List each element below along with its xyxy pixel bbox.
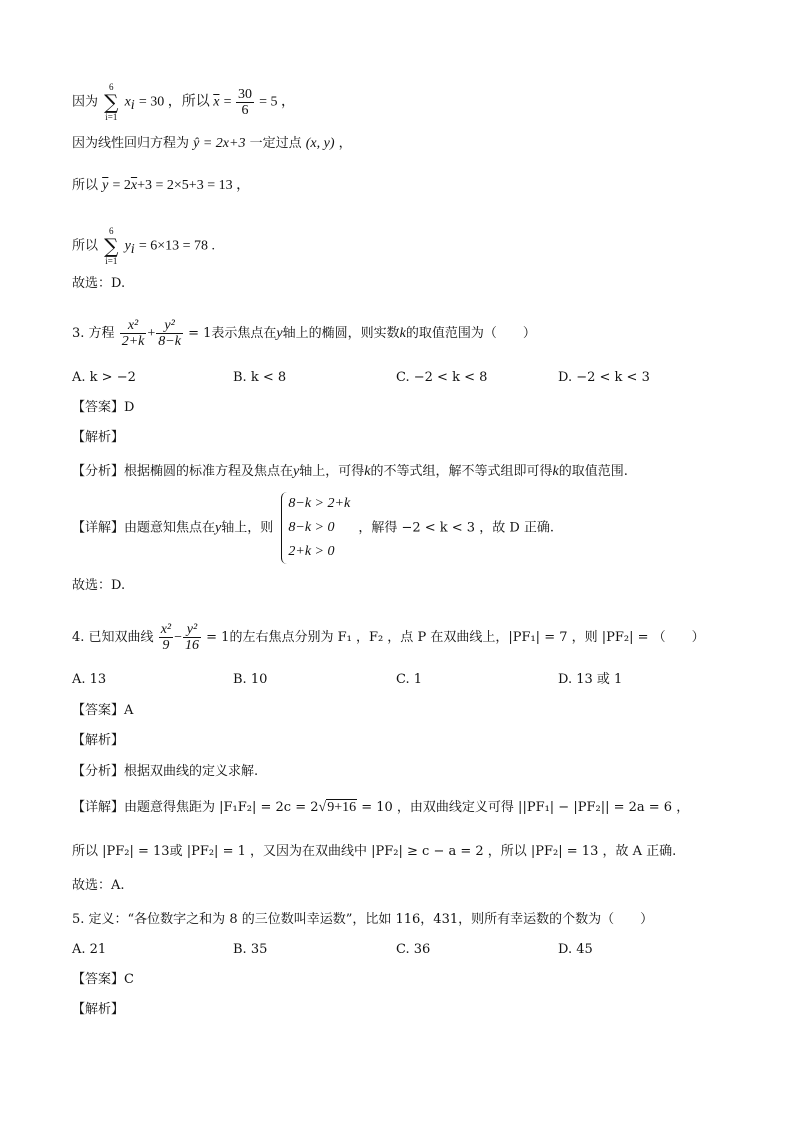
var-k: k <box>364 464 371 479</box>
q5-option-d: D. 45 <box>558 942 593 957</box>
q4-answer: 【答案】A <box>72 703 134 718</box>
denominator: 16 <box>185 638 200 653</box>
text: 轴上，则 <box>221 520 274 536</box>
text: 3. 方程 <box>72 326 115 341</box>
inequality: 8−k > 0 <box>288 520 335 535</box>
denominator: 2+k <box>121 334 145 349</box>
x-bar: $\overline{x}$ <box>213 94 220 110</box>
point-xy: (x, y) <box>305 136 335 151</box>
text: = 1的左右焦点分别为 F₁ ，F₂ ，点 P 在双曲线上，|PF₁| = 7 ，则 |PF₂| = （ ） <box>206 630 705 645</box>
regression-equation: ŷ = 2x+3 <box>193 136 246 151</box>
q3-option-b: B. k < 8 <box>233 370 287 385</box>
sqrt-icon: √ <box>318 800 327 815</box>
fraction <box>183 622 201 653</box>
var-k: k <box>399 326 406 341</box>
numerator: 30 <box>238 86 252 102</box>
q3-choice: 故选：D. <box>72 578 126 593</box>
var-x: x <box>124 94 131 110</box>
text: +3 = 2×5+3 = 13 ， <box>137 178 251 193</box>
sqrt-radicand: 9+16 <box>327 800 357 815</box>
q3-option-d: D. −2 < k < 3 <box>558 370 650 385</box>
q5-option-c: C. 36 <box>396 942 431 957</box>
var-y: y <box>293 464 300 479</box>
text: 【详解】由题意知焦点在 <box>72 520 216 536</box>
numerator: y² <box>183 622 201 638</box>
q5-option-a: A. 21 <box>72 942 107 957</box>
text: 【分析】根据椭圆的标准方程及焦点在 <box>72 464 294 479</box>
var-y: y <box>215 520 222 536</box>
text: = 5 ， <box>259 94 296 110</box>
q3-option-a: A. k > −2 <box>72 370 136 385</box>
q3-option-c: C. −2 < k < 8 <box>396 370 488 385</box>
y-bar: $\overline{y}$ <box>102 178 109 193</box>
x-bar: $\overline{x}$ <box>130 178 138 193</box>
solution-line-1 <box>72 82 295 122</box>
numerator: x² <box>120 318 147 334</box>
q3-analysis-head: 【解析】 <box>72 430 125 445</box>
text: 所以 <box>72 178 103 193</box>
sum-upper: 6 <box>109 226 114 236</box>
solution-line-3 <box>72 176 250 196</box>
summation-symbol <box>104 82 118 122</box>
sum-lower: i=1 <box>105 256 118 266</box>
text: 轴上的椭圆，则实数 <box>282 326 400 341</box>
sigma-icon: ∑ <box>104 234 119 258</box>
q3-stem <box>72 318 536 349</box>
var-y: y <box>124 238 131 254</box>
inequality-system <box>281 492 350 564</box>
fraction <box>236 87 254 118</box>
text: 的取值范围为（ ） <box>405 326 536 341</box>
numerator: x² <box>160 622 172 637</box>
q4-choice: 故选：A. <box>72 878 125 893</box>
var-k: k <box>552 464 559 479</box>
q4-line2: 所以 |PF₂| = 13或 |PF₂| = 1 ，又因为在双曲线中 |PF₂| ≥ c − a = 2 ，所以 |PF₂| = 13 ，故 A 正确. <box>72 844 677 859</box>
q5-analysis-head: 【解析】 <box>72 1002 125 1017</box>
text: 轴上，可得 <box>299 464 365 479</box>
inequality: 8−k > 2+k <box>288 496 351 511</box>
text: ， <box>338 136 352 151</box>
q4-option-c: C. 1 <box>396 672 423 687</box>
q4-xiangjie <box>72 798 689 818</box>
fraction <box>120 318 147 349</box>
sum-upper: 6 <box>109 82 114 92</box>
summation-symbol <box>104 226 118 266</box>
q4-option-a: A. 13 <box>72 672 107 687</box>
text: ，解得 −2 < k < 3 ，故 D 正确. <box>358 520 555 536</box>
fraction <box>156 318 183 349</box>
fraction <box>159 622 173 653</box>
minus-sign: − <box>174 630 183 645</box>
q5-stem: 5. 定义：“各位数字之和为 8 的三位数叫幸运数”，比如 116，431，则所有幸运数的个数为（ ） <box>72 912 654 927</box>
q3-xiangjie <box>72 492 554 564</box>
text: = <box>223 94 235 110</box>
denominator: 6 <box>241 102 249 118</box>
text: 一定过点 <box>249 136 302 151</box>
denominator: 9 <box>162 638 170 653</box>
sum-lower: i=1 <box>105 112 118 122</box>
inequality: 2+k > 0 <box>288 544 335 559</box>
q4-analysis-head: 【解析】 <box>72 733 125 748</box>
sub-i: i <box>130 242 135 258</box>
text: = 30 ，所以 <box>138 94 214 110</box>
q5-option-b: B. 35 <box>233 942 268 957</box>
denominator: 8−k <box>158 334 181 349</box>
q4-option-d: D. 13 或 1 <box>558 672 623 687</box>
text: 4. 已知双曲线 <box>72 630 154 645</box>
text: = 10 ，由双曲线定义可得 ||PF₁| − |PF₂|| = 2a = 6 ， <box>357 800 690 815</box>
q4-fenxi: 【分析】根据双曲线的定义求解. <box>72 764 259 779</box>
choice-line: 故选：D. <box>72 276 126 291</box>
plus-sign: + <box>147 326 156 341</box>
sigma-icon: ∑ <box>104 90 119 114</box>
numerator: y² <box>156 318 183 334</box>
text: 因为线性回归方程为 <box>72 136 194 151</box>
text: 因为 <box>72 94 99 110</box>
solution-line-2 <box>72 134 352 154</box>
sub-i: i <box>130 98 135 114</box>
var-y: y <box>276 326 283 341</box>
text: 的取值范围. <box>558 464 628 479</box>
text: = 1表示焦点在 <box>188 326 277 341</box>
q3-answer: 【答案】D <box>72 400 135 415</box>
q5-answer: 【答案】C <box>72 972 134 987</box>
q3-fenxi <box>72 462 628 482</box>
q4-option-b: B. 10 <box>233 672 268 687</box>
text: 【详解】由题意得焦距为 |F₁F₂| = 2c = 2 <box>72 800 319 815</box>
text: = 2 <box>112 178 131 193</box>
solution-line-4 <box>72 226 215 266</box>
text: = 6×13 = 78 . <box>138 238 216 254</box>
text: 所以 <box>72 238 99 254</box>
text: 的不等式组，解不等式组即可得 <box>370 464 553 479</box>
q4-stem <box>72 622 705 653</box>
